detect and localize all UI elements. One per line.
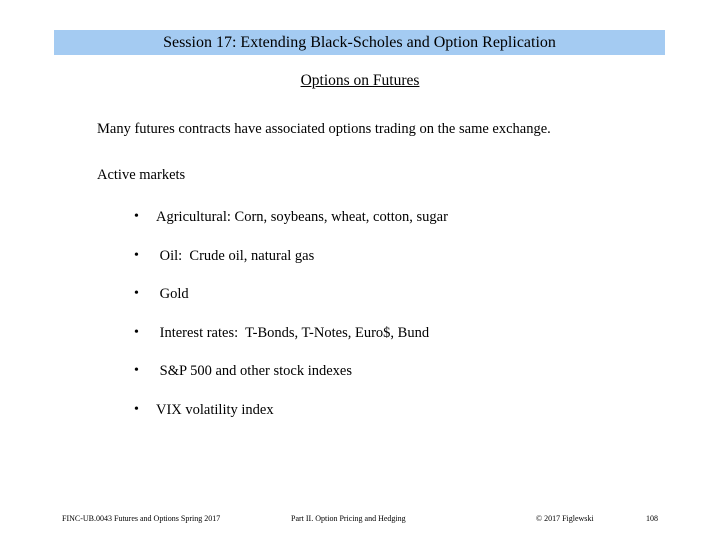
active-markets-heading: Active markets [97,167,186,183]
footer-course: FINC-UB.0043 Futures and Options Spring 2017 [62,514,221,523]
bullet-icon: • [134,286,139,301]
bullet-text: S&P 500 and other stock indexes [156,363,352,379]
bullet-text: VIX volatility index [156,401,274,418]
bullet-item [134,285,448,324]
markets-bullet-list [134,208,448,439]
bullet-icon: • [134,324,139,340]
bullet-item [134,324,448,363]
bullet-icon: • [134,363,139,378]
slide-title: Session 17: Extending Black-Scholes and Option Replication [163,33,556,51]
footer-page-number: 108 [646,514,658,523]
slide-header-bar [54,30,665,55]
bullet-icon: • [134,209,139,224]
slide-subtitle: Options on Futures [300,72,420,89]
footer-part: Part II. Option Pricing and Hedging [291,514,406,523]
bullet-text: Oil: Crude oil, natural gas [156,247,315,264]
bullet-icon: • [134,247,139,263]
intro-paragraph: Many futures contracts have associated options trading on the same exchange. [97,121,551,137]
bullet-item [134,247,448,286]
bullet-icon: • [134,401,139,417]
footer-copyright: © 2017 Figlewski [536,514,594,523]
bullet-text: Gold [156,286,189,302]
bullet-text: Interest rates: T-Bonds, T-Notes, Euro$, Bund [156,324,430,341]
bullet-item [134,401,448,440]
bullet-item [134,362,448,401]
bullet-item [134,208,448,247]
bullet-text: Agricultural: Corn, soybeans, wheat, cotton, sugar [156,209,448,225]
